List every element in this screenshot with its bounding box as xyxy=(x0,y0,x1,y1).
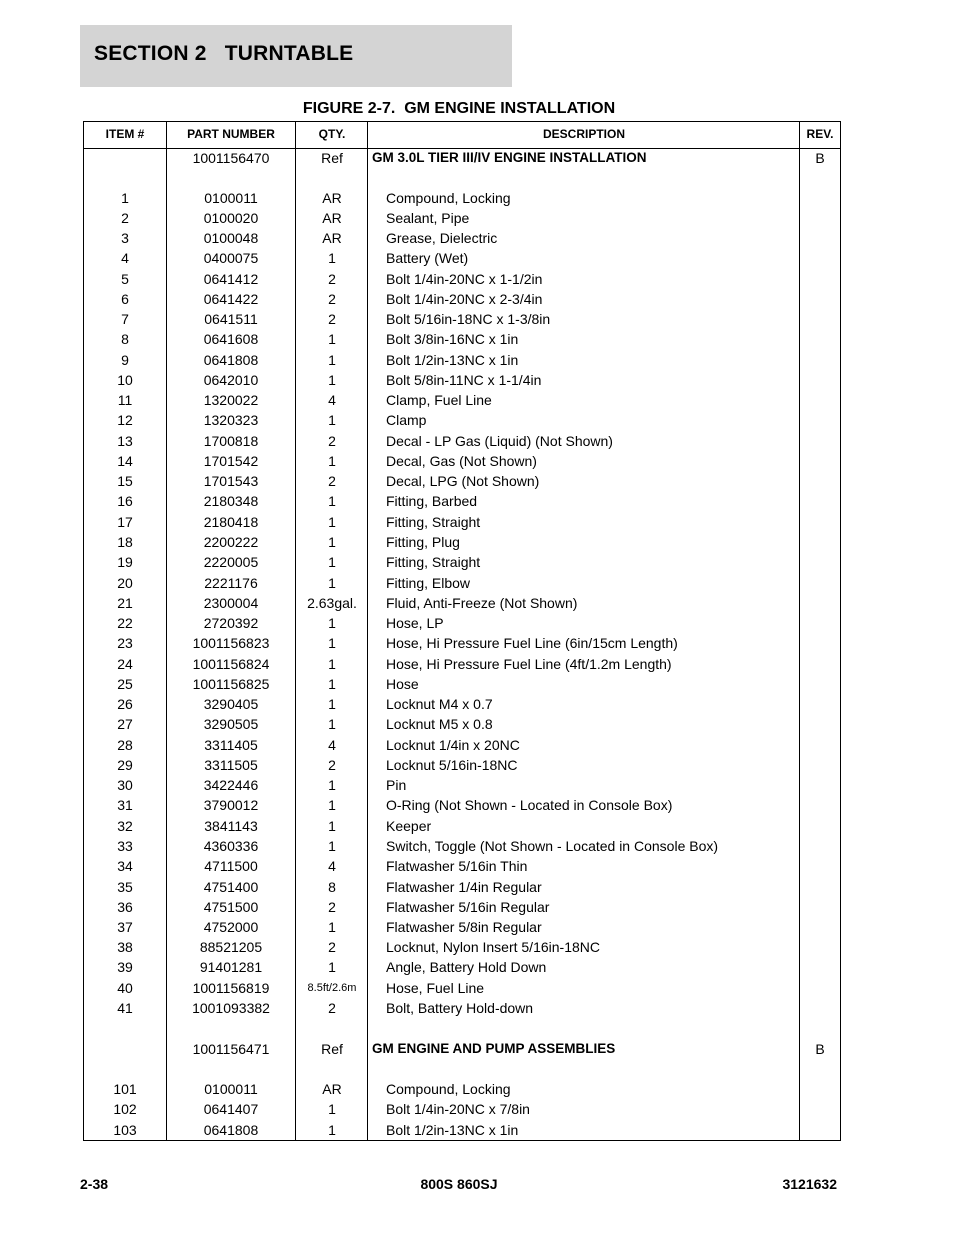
part-number: 3841143 xyxy=(204,818,258,834)
section-title: SECTION 2 TURNTABLE xyxy=(94,42,354,65)
description: Flatwasher 1/4in Regular xyxy=(386,879,542,895)
part-number: 0641808 xyxy=(203,352,259,368)
quantity: 1 xyxy=(328,797,336,813)
revision xyxy=(800,370,840,390)
quantity: 1 xyxy=(328,777,336,793)
table-row xyxy=(84,471,840,491)
item-number: 20 xyxy=(117,575,133,591)
description: Hose, LP xyxy=(386,615,444,631)
item-number: 36 xyxy=(117,899,133,915)
description: Battery (Wet) xyxy=(386,250,469,266)
part-number: 3790012 xyxy=(203,797,259,813)
item-number: 32 xyxy=(117,818,133,834)
table-row xyxy=(84,552,840,572)
table-row xyxy=(84,877,840,897)
revision xyxy=(800,877,840,897)
item-number: 21 xyxy=(117,595,133,611)
quantity: 2 xyxy=(328,473,336,489)
part-number: 0641608 xyxy=(203,331,259,347)
revision xyxy=(800,755,840,775)
table-row xyxy=(84,188,840,208)
part-number: 91401281 xyxy=(199,959,263,975)
quantity: Ref xyxy=(321,150,343,166)
part-number: 1001156823 xyxy=(192,635,270,651)
revision xyxy=(800,573,840,593)
quantity: 2 xyxy=(328,311,336,327)
table-row xyxy=(84,573,840,593)
revision xyxy=(800,350,840,370)
revision xyxy=(800,816,840,836)
table-row xyxy=(84,148,840,168)
quantity: AR xyxy=(322,210,342,226)
revision xyxy=(800,491,840,511)
quantity: 2.63gal. xyxy=(307,595,357,611)
item-number: 14 xyxy=(117,453,133,469)
table-row xyxy=(84,714,840,734)
table-row xyxy=(84,795,840,815)
header-description: DESCRIPTION xyxy=(542,127,625,141)
table-row xyxy=(84,613,840,633)
quantity: 1 xyxy=(328,656,336,672)
item-number: 23 xyxy=(117,635,133,651)
description: Flatwasher 5/8in Regular xyxy=(386,919,542,935)
model-number: 800S 860SJ xyxy=(420,1176,498,1192)
part-number: 3311505 xyxy=(204,757,258,773)
revision xyxy=(800,836,840,856)
quantity: 2 xyxy=(328,757,336,773)
part-number: 0641808 xyxy=(203,1122,259,1138)
header-part-number: PART NUMBER xyxy=(187,127,275,141)
item-number: 5 xyxy=(121,271,129,287)
item-number: 27 xyxy=(117,716,133,732)
table-row xyxy=(84,431,840,451)
table-row xyxy=(84,532,840,552)
description: Keeper xyxy=(386,818,432,834)
part-number: 0100011 xyxy=(204,1081,258,1097)
quantity: 1 xyxy=(328,412,336,428)
revision xyxy=(800,552,840,572)
item-number: 9 xyxy=(121,352,129,368)
description: GM 3.0L TIER III/IV ENGINE INSTALLATION xyxy=(372,150,647,165)
quantity: 1 xyxy=(328,1101,336,1117)
description: Locknut 5/16in-18NC xyxy=(386,757,518,773)
table-row xyxy=(84,654,840,674)
item-number: 2 xyxy=(121,210,129,226)
part-number: 3422446 xyxy=(203,777,259,793)
item-number: 19 xyxy=(117,554,133,570)
description: Flatwasher 5/16in Thin xyxy=(386,858,528,874)
table-row xyxy=(84,735,840,755)
revision: B xyxy=(815,1041,825,1057)
description: Decal, LPG (Not Shown) xyxy=(386,473,540,489)
part-number: 1001156471 xyxy=(192,1041,270,1057)
page-number: 2-38 xyxy=(80,1176,109,1192)
item-number: 35 xyxy=(117,879,133,895)
part-number: 4360336 xyxy=(203,838,259,854)
quantity: 1 xyxy=(328,534,336,550)
quantity: 1 xyxy=(328,676,336,692)
revision xyxy=(800,978,840,998)
table-row xyxy=(84,755,840,775)
quantity: AR xyxy=(322,1081,342,1097)
revision xyxy=(800,1079,840,1099)
description: Clamp, Fuel Line xyxy=(386,392,492,408)
quantity: 1 xyxy=(328,818,336,834)
item-number: 41 xyxy=(117,1000,133,1016)
item-number: 7 xyxy=(121,311,129,327)
header-item: ITEM # xyxy=(105,127,145,141)
table-row xyxy=(84,1079,840,1099)
description: Hose xyxy=(386,676,419,692)
part-number: 0641422 xyxy=(203,291,259,307)
description: Pin xyxy=(386,777,407,793)
part-number: 1001156819 xyxy=(192,980,270,996)
description: Fitting, Straight xyxy=(386,554,481,570)
item-number xyxy=(84,148,166,168)
quantity: 8 xyxy=(328,879,336,895)
revision xyxy=(800,532,840,552)
table-row xyxy=(84,390,840,410)
quantity: 1 xyxy=(328,575,336,591)
description: Clamp xyxy=(386,412,427,428)
item-number: 29 xyxy=(117,757,133,773)
part-number: 0641407 xyxy=(203,1101,259,1117)
quantity: 1 xyxy=(328,372,336,388)
table-row xyxy=(84,593,840,613)
table-row xyxy=(84,350,840,370)
table-row xyxy=(84,309,840,329)
revision xyxy=(800,613,840,633)
description: Bolt 1/4in-20NC x 7/8in xyxy=(386,1101,530,1117)
part-number: 3290405 xyxy=(203,696,259,712)
part-number: 2720392 xyxy=(203,615,259,631)
part-number: 2200222 xyxy=(203,534,259,550)
table-row xyxy=(84,370,840,390)
item-number: 25 xyxy=(117,676,133,692)
revision xyxy=(800,633,840,653)
part-number: 1001156470 xyxy=(192,150,270,166)
table-row xyxy=(84,228,840,248)
header-rev: REV. xyxy=(806,127,834,141)
quantity: 2 xyxy=(328,899,336,915)
quantity: 1 xyxy=(328,696,336,712)
description: Fitting, Elbow xyxy=(386,575,471,591)
description: Locknut M4 x 0.7 xyxy=(386,696,493,712)
header-qty: QTY. xyxy=(318,127,346,141)
table-row xyxy=(84,856,840,876)
part-number: 0641511 xyxy=(204,311,258,327)
description: Hose, Hi Pressure Fuel Line (6in/15cm Length) xyxy=(386,635,678,651)
table-row xyxy=(84,289,840,309)
item-number: 34 xyxy=(117,858,133,874)
item-number: 101 xyxy=(113,1081,137,1097)
revision xyxy=(800,188,840,208)
revision xyxy=(800,431,840,451)
description: Locknut, Nylon Insert 5/16in-18NC xyxy=(386,939,600,955)
description: Bolt 1/4in-20NC x 1-1/2in xyxy=(386,271,543,287)
description: Bolt 5/16in-18NC x 1-3/8in xyxy=(386,311,551,327)
description: Compound, Locking xyxy=(386,1081,511,1097)
part-number: 2180418 xyxy=(203,514,259,530)
quantity: 1 xyxy=(328,453,336,469)
table-row xyxy=(84,694,840,714)
quantity: 1 xyxy=(328,554,336,570)
part-number: 0400075 xyxy=(203,250,259,266)
part-number: 1701542 xyxy=(203,453,259,469)
quantity: 4 xyxy=(328,858,336,874)
part-number: 4752000 xyxy=(203,919,259,935)
table-row xyxy=(84,998,840,1018)
revision xyxy=(800,329,840,349)
table-row xyxy=(84,957,840,977)
item-number: 102 xyxy=(113,1101,137,1117)
description: Bolt 1/4in-20NC x 2-3/4in xyxy=(386,291,543,307)
table-row xyxy=(84,917,840,937)
figure-title: FIGURE 2-7. GM ENGINE INSTALLATION xyxy=(302,100,616,117)
quantity: 1 xyxy=(328,1122,336,1138)
description: Hose, Fuel Line xyxy=(386,980,485,996)
description: Flatwasher 5/16in Regular xyxy=(386,899,550,915)
revision xyxy=(800,208,840,228)
quantity: 1 xyxy=(328,635,336,651)
item-number: 17 xyxy=(117,514,133,530)
quantity: 4 xyxy=(328,392,336,408)
parts-table xyxy=(83,121,841,1141)
part-number: 3311405 xyxy=(204,737,258,753)
revision xyxy=(800,410,840,430)
quantity: Ref xyxy=(321,1041,343,1057)
part-number: 3290505 xyxy=(203,716,259,732)
table-row xyxy=(84,674,840,694)
revision xyxy=(800,1099,840,1119)
revision xyxy=(800,735,840,755)
item-number: 30 xyxy=(117,777,133,793)
quantity: AR xyxy=(322,230,342,246)
revision xyxy=(800,228,840,248)
table-row xyxy=(84,1039,840,1059)
description: Decal - LP Gas (Liquid) (Not Shown) xyxy=(386,433,613,449)
table-row xyxy=(84,208,840,228)
part-number: 1700818 xyxy=(203,433,259,449)
quantity: 1 xyxy=(328,493,336,509)
table-row xyxy=(84,1099,840,1119)
quantity: 8.5ft/2.6m xyxy=(307,982,357,994)
revision xyxy=(800,674,840,694)
description: Compound, Locking xyxy=(386,190,511,206)
revision xyxy=(800,775,840,795)
part-number: 2220005 xyxy=(203,554,259,570)
item-number: 10 xyxy=(117,372,133,388)
part-number: 0100011 xyxy=(204,190,258,206)
item-number: 16 xyxy=(117,493,133,509)
description: Angle, Battery Hold Down xyxy=(386,959,547,975)
quantity: 1 xyxy=(328,514,336,530)
quantity: 4 xyxy=(328,737,336,753)
revision xyxy=(800,451,840,471)
description: Decal, Gas (Not Shown) xyxy=(386,453,537,469)
quantity: 1 xyxy=(328,615,336,631)
revision xyxy=(800,309,840,329)
part-number: 2300004 xyxy=(203,595,259,611)
part-number: 0642010 xyxy=(203,372,259,388)
quantity: 2 xyxy=(328,1000,336,1016)
revision xyxy=(800,654,840,674)
part-number: 0641412 xyxy=(203,271,259,287)
part-number: 88521205 xyxy=(199,939,263,955)
table-row xyxy=(84,897,840,917)
description: O-Ring (Not Shown - Located in Console Box) xyxy=(386,797,673,813)
table-row xyxy=(84,512,840,532)
description: Fitting, Barbed xyxy=(386,493,478,509)
description: Bolt 5/8in-11NC x 1-1/4in xyxy=(386,372,542,388)
quantity: 2 xyxy=(328,939,336,955)
revision xyxy=(800,714,840,734)
description: Bolt, Battery Hold-down xyxy=(386,1000,534,1016)
part-number: 1001156824 xyxy=(192,656,270,672)
description: Hose, Hi Pressure Fuel Line (4ft/1.2m Length) xyxy=(386,656,672,672)
quantity: AR xyxy=(322,190,342,206)
table-row xyxy=(84,248,840,268)
part-number: 1001093382 xyxy=(192,1000,270,1016)
item-number: 1 xyxy=(121,190,129,206)
revision xyxy=(800,694,840,714)
revision xyxy=(800,512,840,532)
item-number: 31 xyxy=(117,797,133,813)
item-number xyxy=(84,1039,166,1059)
item-number: 24 xyxy=(117,656,133,672)
document-number: 3121632 xyxy=(782,1176,837,1192)
table-row xyxy=(84,451,840,471)
description: Locknut M5 x 0.8 xyxy=(386,716,493,732)
item-number: 4 xyxy=(121,250,129,266)
quantity: 1 xyxy=(328,716,336,732)
quantity: 1 xyxy=(328,919,336,935)
revision xyxy=(800,593,840,613)
part-number: 0100048 xyxy=(203,230,259,246)
description: GM ENGINE AND PUMP ASSEMBLIES xyxy=(372,1041,616,1056)
table-row xyxy=(84,329,840,349)
quantity: 1 xyxy=(328,838,336,854)
quantity: 1 xyxy=(328,250,336,266)
revision xyxy=(800,248,840,268)
description: Fitting, Plug xyxy=(386,534,460,550)
item-number: 6 xyxy=(121,291,129,307)
item-number: 39 xyxy=(117,959,133,975)
quantity: 2 xyxy=(328,271,336,287)
table-row xyxy=(84,491,840,511)
table-row xyxy=(84,937,840,957)
item-number: 3 xyxy=(121,230,129,246)
quantity: 2 xyxy=(328,291,336,307)
revision xyxy=(800,1120,840,1140)
item-number: 15 xyxy=(117,473,133,489)
part-number: 4751500 xyxy=(203,899,259,915)
description: Sealant, Pipe xyxy=(386,210,470,226)
revision xyxy=(800,269,840,289)
part-number: 4751400 xyxy=(203,879,259,895)
item-number: 103 xyxy=(113,1122,137,1138)
quantity: 2 xyxy=(328,433,336,449)
revision: B xyxy=(815,150,825,166)
revision xyxy=(800,998,840,1018)
item-number: 13 xyxy=(117,433,133,449)
description: Bolt 1/2in-13NC x 1in xyxy=(386,352,519,368)
item-number: 22 xyxy=(117,615,133,631)
table-row xyxy=(84,978,840,998)
part-number: 4711500 xyxy=(204,858,258,874)
item-number: 18 xyxy=(117,534,133,550)
description: Switch, Toggle (Not Shown - Located in Console Box) xyxy=(386,838,719,854)
description: Fluid, Anti-Freeze (Not Shown) xyxy=(386,595,578,611)
description: Grease, Dielectric xyxy=(386,230,498,246)
table-row xyxy=(84,775,840,795)
item-number: 8 xyxy=(121,331,129,347)
item-number: 33 xyxy=(117,838,133,854)
revision xyxy=(800,390,840,410)
revision xyxy=(800,957,840,977)
item-number: 28 xyxy=(117,737,133,753)
revision xyxy=(800,856,840,876)
revision xyxy=(800,795,840,815)
part-number: 2221176 xyxy=(204,575,258,591)
revision xyxy=(800,289,840,309)
table-row xyxy=(84,269,840,289)
table-row xyxy=(84,633,840,653)
description: Bolt 1/2in-13NC x 1in xyxy=(386,1122,519,1138)
item-number: 38 xyxy=(117,939,133,955)
revision xyxy=(800,471,840,491)
quantity: 1 xyxy=(328,959,336,975)
table-row xyxy=(84,410,840,430)
part-number: 0100020 xyxy=(203,210,259,226)
item-number: 26 xyxy=(117,696,133,712)
item-number: 12 xyxy=(117,412,133,428)
description: Bolt 3/8in-16NC x 1in xyxy=(386,331,519,347)
item-number: 37 xyxy=(117,919,133,935)
part-number: 2180348 xyxy=(203,493,259,509)
description: Locknut 1/4in x 20NC xyxy=(386,737,520,753)
part-number: 1320022 xyxy=(203,392,259,408)
part-number: 1701543 xyxy=(203,473,259,489)
part-number: 1001156825 xyxy=(192,676,270,692)
section-header xyxy=(80,25,512,87)
item-number: 11 xyxy=(117,392,133,408)
quantity: 1 xyxy=(328,331,336,347)
table-row xyxy=(84,816,840,836)
revision xyxy=(800,917,840,937)
table-row xyxy=(84,1120,840,1140)
quantity: 1 xyxy=(328,352,336,368)
part-number: 1320323 xyxy=(203,412,259,428)
revision xyxy=(800,897,840,917)
item-number: 40 xyxy=(117,980,133,996)
table-row xyxy=(84,836,840,856)
description: Fitting, Straight xyxy=(386,514,481,530)
revision xyxy=(800,937,840,957)
